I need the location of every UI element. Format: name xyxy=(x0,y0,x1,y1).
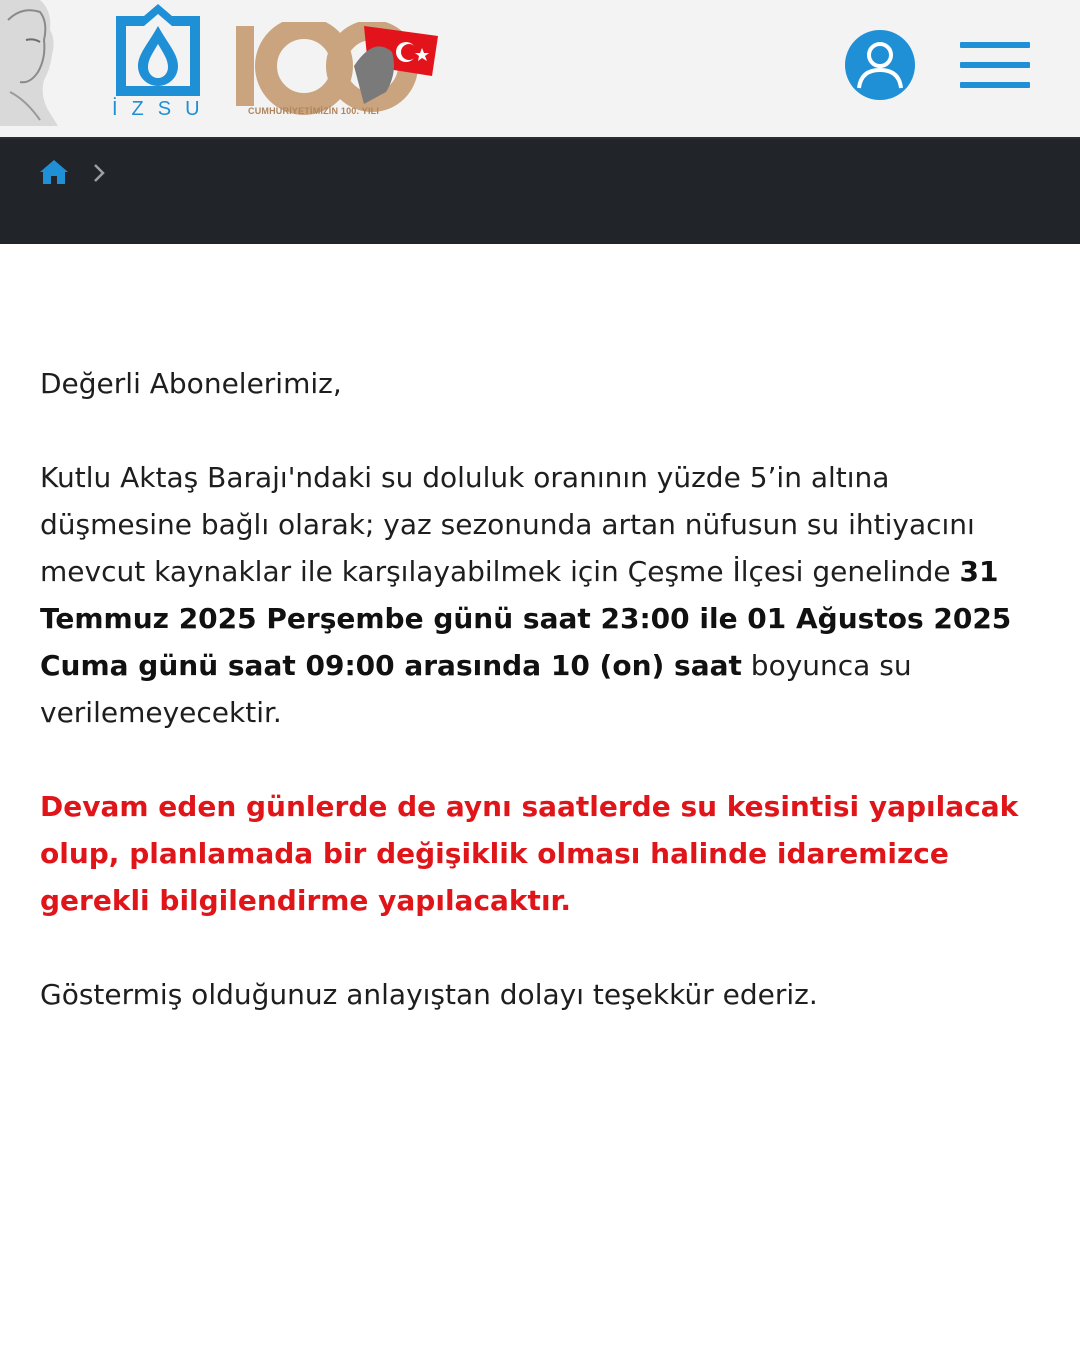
user-profile-button[interactable] xyxy=(845,30,915,100)
user-icon xyxy=(845,30,915,100)
menu-button[interactable] xyxy=(960,42,1030,90)
closing-text: Göstermiş olduğunuz anlayıştan dolayı teşekkür ederiz. xyxy=(40,978,818,1011)
home-icon[interactable] xyxy=(39,158,69,186)
chevron-right-icon xyxy=(92,162,106,184)
breadcrumb xyxy=(0,139,1080,244)
ataturk-portrait-image xyxy=(0,0,62,130)
notice-text-end: boyunca su verilemeyecektir. xyxy=(40,649,912,729)
centennial-caption: CUMHURİYETİMİZİN 100. YILI xyxy=(248,106,380,116)
hamburger-icon xyxy=(960,42,1030,48)
notice-paragraph xyxy=(40,454,1040,736)
outage-period: 31 Temmuz 2025 Perşembe günü saat 23:00 ile 01 Ağustos 2025 Cuma günü saat 09:00 arasında 10 (on) saat xyxy=(40,555,1012,682)
alert-text: Devam eden günlerde de aynı saatlerde su kesintisi yapılacak olup, planlamada bir değişiklik olması halinde idaremizce gerekli bilgilendirme yapılacaktır. xyxy=(40,790,1019,917)
notice-content xyxy=(40,360,1040,1065)
notice-text-start: Kutlu Aktaş Barajı'ndaki su doluluk oranının yüzde 5’in altına düşmesine bağlı olarak; yaz sezonunda artan nüfusun su ihtiyacını mevcut kaynaklar ile karşılayabilmek için Çeşme İlçesi genelinde xyxy=(40,461,975,588)
greeting: Değerli Abonelerimiz, xyxy=(40,367,342,400)
centennial-logo-icon xyxy=(234,22,440,118)
brand-text: İZSU xyxy=(112,98,214,120)
site-header xyxy=(0,0,1080,139)
